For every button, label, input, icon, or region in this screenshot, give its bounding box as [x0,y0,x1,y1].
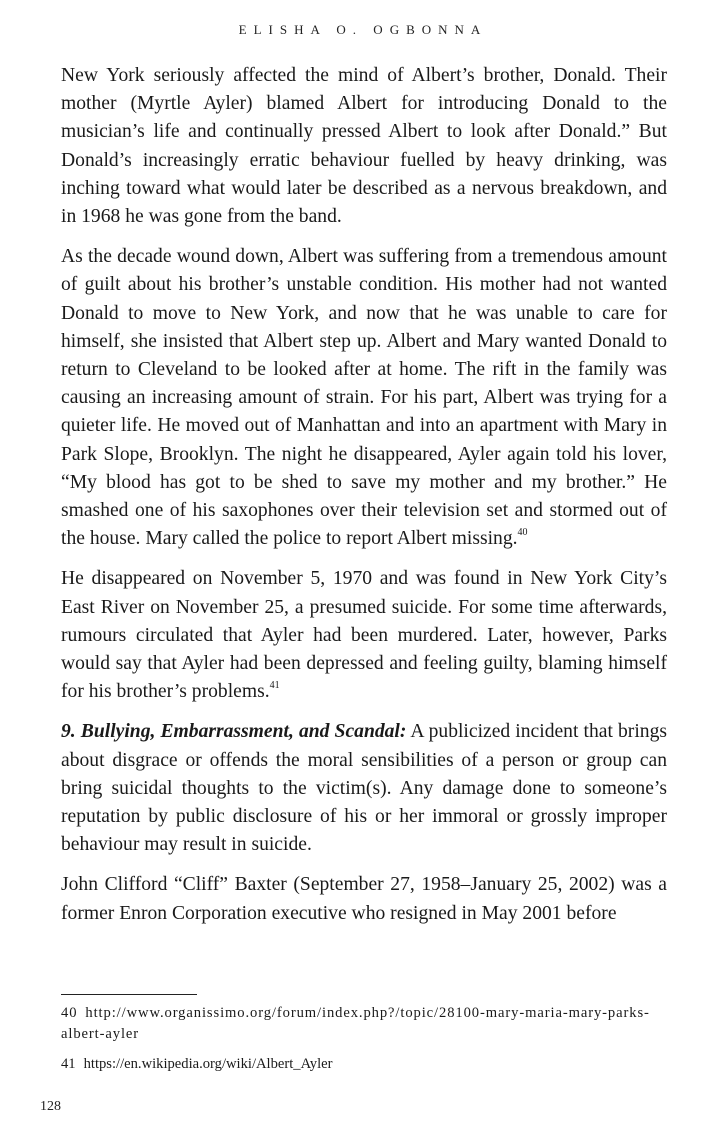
footnote-link[interactable]: http://www.organissimo.org/forum/index.php?/topic/28100-mary-maria-mary-parks-albert-ayler [61,1005,650,1042]
body-text [61,62,667,940]
paragraph-text: John Clifford “Cliff” Baxter (September 27, 1958–January 25, 2002) was a former Enron Corporation executive who resigned in May 2001 before [61,874,667,924]
footnote-number: 41 [61,1056,76,1072]
paragraph-text: New York seriously affected the mind of Albert’s brother, Donald. Their mother (Myrtle Ayler) blamed Albert for introducing Donald to the musician’s life and continually pressed Albert to look after Donald.” But Donald’s increasingly erratic behaviour fuelled by heavy drinking, was inching toward what would later be described as a nervous breakdown, and in 1968 he was gone from the band. [61,65,667,228]
footnote-marker-41[interactable]: 41 [269,680,280,692]
paragraph-text: As the decade wound down, Albert was suffering from a tremendous amount of guilt about his brother’s unstable condition. His mother had not wanted Donald to move to New York, and now that he was unable to care for himself, she insisted that Albert step up. Albert and Mary wanted Donald to return to Cleveland to be looked after at home. The rift in the family was causing an increasing amount of strain. For his part, Albert was trying for a quieter life. He moved out of Manhattan and into an apartment with Mary in Park Slope, Brooklyn. The night he disappeared, Ayler again told his lover, “My blood has got to be shed to save my mother and my brother.” He smashed one of his saxophones over their television set and stormed out of the house. Mary called the police to report Albert missing. [61,246,667,550]
footnote-marker-40[interactable]: 40 [517,527,528,539]
footnote-number: 40 [61,1005,78,1021]
footnotes [61,1003,671,1084]
running-head: ELISHA O. OGBONNA [238,22,488,37]
page-number: 128 [40,1099,61,1114]
paragraph-1 [61,62,667,231]
footnote-40 [61,1003,671,1045]
paragraph-text: A publicized incident that brings about disgrace or offends the moral sensibilities of a person or group can bring suicidal thoughts to the victim(s). Any damage done to someone’s reputation by public disclosure of his or her immoral or grossly improper behaviour may result in suicide. [61,721,667,856]
footnote-divider [61,994,197,995]
footnote-link[interactable]: https://en.wikipedia.org/wiki/Albert_Ayler [83,1056,333,1072]
footnote-41 [61,1054,671,1075]
paragraph-3 [61,565,667,706]
paragraph-2 [61,243,667,553]
section-lead-in: 9. Bullying, Embarrassment, and Scandal: [61,721,407,743]
paragraph-4 [61,718,667,859]
paragraph-5 [61,871,667,927]
paragraph-text: He disappeared on November 5, 1970 and was found in New York City’s East River on November 25, a presumed suicide. For some time afterwards, rumours circulated that Ayler had been murdered. Later, however, Parks would say that Ayler had been depressed and feeling guilty, blaming himself for his brother’s problems. [61,568,667,703]
